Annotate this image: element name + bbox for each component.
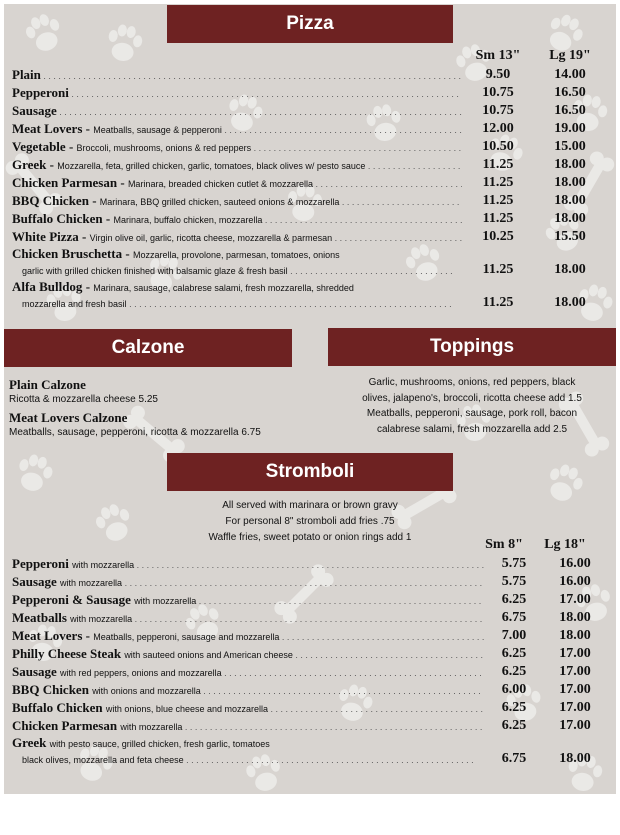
- toppings-line: olives, jalapeno's, broccoli, ricotta cheese add 1.5: [362, 392, 582, 404]
- pizza-item: [12, 120, 606, 138]
- item-label: [12, 139, 462, 156]
- item-label: [12, 700, 484, 717]
- pizza-item: [12, 192, 606, 210]
- stromboli-size-header: [474, 537, 596, 553]
- item-name: Chicken Bruschetta: [12, 246, 123, 261]
- item-name: Plain: [12, 67, 41, 82]
- price-small: 11.25: [482, 175, 514, 190]
- item-separator: -: [78, 229, 90, 244]
- item-name: Greek: [12, 157, 47, 172]
- item-description-cont: mozzarella and fresh basil: [22, 299, 127, 309]
- toppings-line: Meatballs, pepperoni, sausage, pork roll, bacon: [366, 408, 578, 419]
- item-description: with onions and mozzarella: [92, 686, 201, 696]
- pizza-title: Pizza: [286, 13, 334, 34]
- item-description: Marinara, breaded chicken cutlet & mozzarella: [127, 179, 314, 189]
- price-large: 17.00: [559, 664, 591, 679]
- price-small: 11.25: [482, 157, 514, 172]
- pizza-item: [12, 174, 606, 192]
- item-description-cont: black olives, mozzarella and feta cheese: [22, 755, 184, 765]
- item-name: Sausage: [12, 664, 57, 679]
- price-small: 10.75: [482, 103, 514, 118]
- item-label: [12, 628, 484, 645]
- price-large: 15.50: [554, 229, 586, 244]
- item-description: with mozzarella: [72, 560, 135, 570]
- pizza-item: [12, 279, 606, 312]
- stromboli-notes: [167, 498, 453, 546]
- price-large: 17.00: [559, 718, 591, 733]
- price-large: 17.00: [559, 700, 591, 715]
- item-description: with sauteed onions and American cheese: [124, 650, 293, 660]
- item-name: Meatballs: [12, 610, 67, 625]
- item-description: Mozzarella, provolone, parmesan, tomatoes, onions: [132, 250, 340, 260]
- price-small: 6.25: [501, 700, 527, 715]
- pizza-item: [12, 156, 606, 174]
- price-small: 6.75: [501, 610, 527, 625]
- item-label: [12, 246, 462, 279]
- stromboli-item: [12, 735, 606, 768]
- stromboli-item: [12, 573, 606, 591]
- item-name: White Pizza: [12, 229, 79, 244]
- price-large: 14.00: [554, 67, 586, 82]
- price-small: 6.00: [501, 682, 527, 697]
- item-label: [12, 279, 462, 312]
- item-name: Pepperoni: [12, 556, 69, 571]
- item-description: with mozzarella: [134, 596, 197, 606]
- pizza-item: [12, 84, 606, 102]
- item-label: [12, 718, 484, 735]
- price-large: 16.50: [554, 103, 586, 118]
- item-separator: -: [46, 157, 58, 172]
- stromboli-note: For personal 8" stromboli add fries .75: [225, 516, 395, 527]
- pizza-size-large: Lg 19": [549, 48, 591, 63]
- price-small: 6.25: [501, 718, 527, 733]
- item-separator: -: [117, 175, 128, 190]
- item-label: [12, 610, 484, 627]
- price-small: 11.25: [482, 295, 514, 310]
- price-large: 18.00: [554, 211, 586, 226]
- stromboli-item: [12, 681, 606, 699]
- price-small: 10.25: [482, 229, 514, 244]
- item-name: Pepperoni: [12, 85, 69, 100]
- item-name: Meat Lovers: [12, 121, 83, 136]
- calzone-list: [9, 376, 309, 440]
- item-name: Meat Lovers: [12, 628, 83, 643]
- pizza-header: [167, 5, 453, 43]
- item-description: with mozzarella: [60, 578, 123, 588]
- pizza-item: [12, 138, 606, 156]
- item-label: [12, 67, 462, 84]
- calzone-meat-name: Meat Lovers Calzone: [9, 410, 128, 425]
- price-small: 11.25: [482, 262, 514, 277]
- item-label: [12, 682, 484, 699]
- price-large: 15.00: [554, 139, 586, 154]
- stromboli-size-small: Sm 8": [485, 537, 523, 552]
- pizza-item: [12, 66, 606, 84]
- stromboli-item: [12, 663, 606, 681]
- price-small: 5.75: [501, 574, 527, 589]
- price-large: 17.00: [559, 646, 591, 661]
- item-description: Meatballs, sausage & pepperoni: [93, 125, 222, 135]
- price-small: 10.75: [482, 85, 514, 100]
- price-large: 18.00: [559, 751, 591, 766]
- price-large: 16.50: [554, 85, 586, 100]
- item-name: Greek: [12, 735, 47, 750]
- price-small: 11.25: [482, 193, 514, 208]
- menu-page: [4, 4, 616, 794]
- item-separator: -: [82, 279, 94, 294]
- item-description: with pesto sauce, grilled chicken, fresh garlic, tomatoes: [49, 739, 270, 749]
- stromboli-size-large: Lg 18": [544, 537, 586, 552]
- toppings-header: [328, 328, 616, 366]
- stromboli-item: [12, 609, 606, 627]
- stromboli-item: [12, 717, 606, 735]
- item-label: [12, 157, 462, 174]
- item-separator: -: [88, 193, 100, 208]
- price-large: 18.00: [559, 610, 591, 625]
- pizza-item: [12, 228, 606, 246]
- item-name: Chicken Parmesan: [12, 718, 118, 733]
- price-small: 11.25: [482, 211, 514, 226]
- item-label: [12, 574, 484, 591]
- item-description: Virgin olive oil, garlic, ricotta cheese, mozzarella & parmesan: [89, 233, 333, 243]
- price-large: 17.00: [559, 682, 591, 697]
- stromboli-header: [167, 453, 453, 491]
- item-name: Buffalo Chicken: [12, 211, 103, 226]
- item-description: with onions, blue cheese and mozzarella: [105, 704, 269, 714]
- item-label: [12, 556, 484, 573]
- item-label: [12, 85, 462, 102]
- item-name: Alfa Bulldog: [12, 279, 83, 294]
- pizza-item: [12, 246, 606, 279]
- price-large: 16.00: [559, 556, 591, 571]
- item-description: Marinara, buffalo chicken, mozzarella: [113, 215, 263, 225]
- item-label: [12, 211, 462, 228]
- stromboli-item: [12, 699, 606, 717]
- price-large: 17.00: [559, 592, 591, 607]
- price-large: 18.00: [554, 295, 586, 310]
- item-name: BBQ Chicken: [12, 193, 89, 208]
- calzone-header: [4, 329, 292, 367]
- price-large: 18.00: [554, 175, 586, 190]
- item-description: Mozzarella, feta, grilled chicken, garlic, tomatoes, black olives w/ pesto sauce: [57, 161, 366, 171]
- item-description: with mozzarella: [70, 614, 133, 624]
- toppings-line: calabrese salami, fresh mozzarella add 2.5: [376, 423, 568, 435]
- item-name: Buffalo Chicken: [12, 700, 103, 715]
- pizza-size-header: [462, 48, 606, 64]
- price-small: 5.75: [501, 556, 527, 571]
- price-large: 18.00: [554, 193, 586, 208]
- stromboli-item: [12, 627, 606, 645]
- price-small: 10.50: [482, 139, 514, 154]
- price-small: 6.75: [501, 751, 527, 766]
- pizza-size-small: Sm 13": [475, 48, 521, 63]
- price-large: 19.00: [554, 121, 586, 136]
- toppings-list: [328, 375, 616, 437]
- toppings-title: Toppings: [429, 336, 515, 357]
- item-description: with red peppers, onions and mozzarella: [60, 668, 222, 678]
- price-small: 12.00: [482, 121, 514, 136]
- item-separator: -: [82, 628, 94, 643]
- stromboli-title: Stromboli: [265, 461, 355, 482]
- item-name: Pepperoni & Sausage: [12, 592, 131, 607]
- price-small: 6.25: [501, 592, 527, 607]
- price-large: 16.00: [559, 574, 591, 589]
- item-name: Vegetable: [12, 139, 66, 154]
- item-name: Philly Cheese Steak: [12, 646, 122, 661]
- item-separator: -: [122, 246, 133, 261]
- stromboli-item: [12, 591, 606, 609]
- price-large: 18.00: [554, 262, 586, 277]
- stromboli-item: [12, 555, 606, 573]
- item-description: with mozzarella: [120, 722, 183, 732]
- item-label: [12, 175, 462, 192]
- price-large: 18.00: [554, 157, 586, 172]
- price-small: 6.25: [501, 646, 527, 661]
- item-label: [12, 592, 484, 609]
- toppings-line: Garlic, mushrooms, onions, red peppers, black: [368, 377, 576, 388]
- item-label: [12, 646, 484, 663]
- item-label: [12, 664, 484, 681]
- item-label: [12, 193, 462, 210]
- item-description: Broccoli, mushrooms, onions & red peppers: [76, 143, 252, 153]
- calzone-plain-desc: Ricotta & mozzarella cheese 5.25: [9, 394, 158, 405]
- calzone-title: Calzone: [111, 337, 185, 358]
- item-label: [12, 103, 462, 120]
- price-large: 18.00: [559, 628, 591, 643]
- item-description: Meatballs, pepperoni, sausage and mozzarella: [93, 632, 280, 642]
- item-separator: -: [65, 139, 77, 154]
- stromboli-list: [12, 555, 606, 768]
- item-label: [12, 229, 462, 246]
- item-description-cont: garlic with grilled chicken finished with balsamic glaze & fresh basil: [22, 266, 288, 276]
- item-separator: -: [82, 121, 94, 136]
- item-description: Marinara, BBQ grilled chicken, sauteed onions & mozzarella: [99, 197, 340, 207]
- item-label: [12, 735, 484, 768]
- item-separator: -: [102, 211, 114, 226]
- stromboli-note: Waffle fries, sweet potato or onion rings add 1: [208, 532, 412, 543]
- price-small: 9.50: [485, 67, 511, 82]
- item-name: BBQ Chicken: [12, 682, 89, 697]
- price-small: 6.25: [501, 664, 527, 679]
- item-name: Chicken Parmesan: [12, 175, 118, 190]
- calzone-plain-name: Plain Calzone: [9, 377, 86, 392]
- pizza-list: [12, 66, 606, 312]
- stromboli-item: [12, 645, 606, 663]
- item-name: Sausage: [12, 103, 57, 118]
- price-small: 7.00: [501, 628, 527, 643]
- pizza-item: [12, 102, 606, 120]
- calzone-meat-desc: Meatballs, sausage, pepperoni, ricotta & mozzarella 6.75: [9, 427, 261, 438]
- item-name: Sausage: [12, 574, 57, 589]
- item-description: Marinara, sausage, calabrese salami, fresh mozzarella, shredded: [93, 283, 354, 293]
- stromboli-note: All served with marinara or brown gravy: [222, 500, 398, 511]
- item-label: [12, 121, 462, 138]
- pizza-item: [12, 210, 606, 228]
